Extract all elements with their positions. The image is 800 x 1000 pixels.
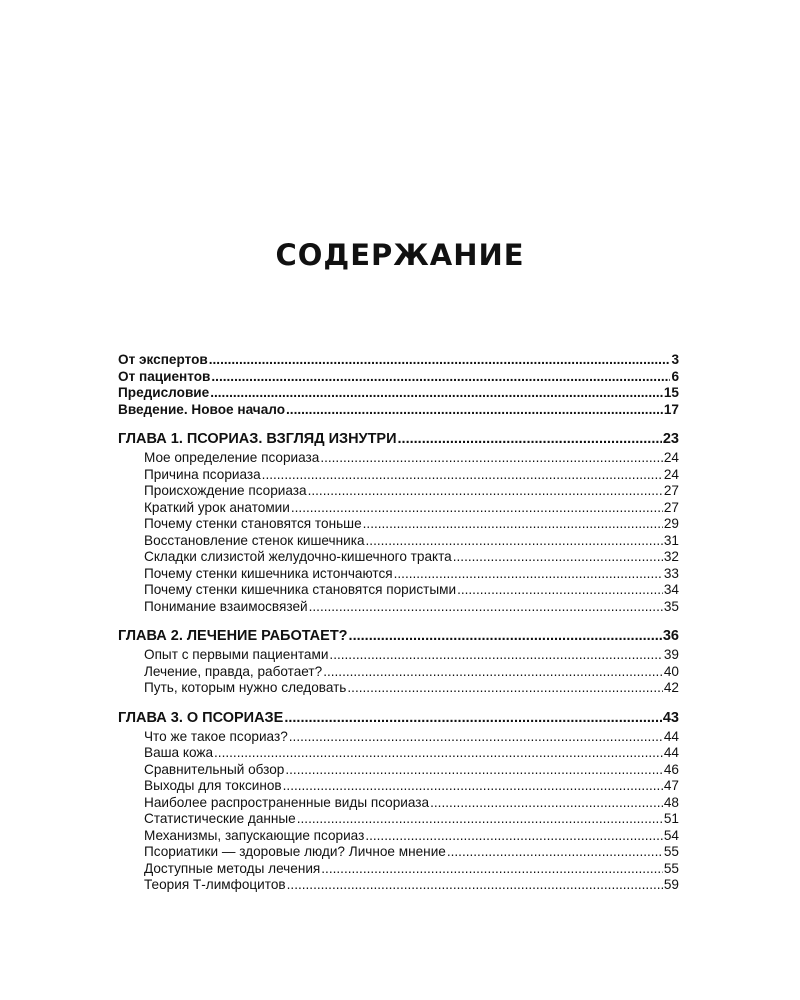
- subentry-label: Понимание взаимосвязей: [144, 598, 308, 614]
- dot-leader: [323, 664, 663, 679]
- dot-leader: [287, 877, 663, 892]
- toc-entry-page: 6: [671, 368, 679, 384]
- dot-leader: [398, 431, 662, 447]
- toc-subentry[interactable]: [118, 664, 679, 681]
- dot-leader: [321, 861, 663, 876]
- subentry-label: Путь, которым нужно следовать: [144, 680, 347, 695]
- dot-leader: [286, 402, 663, 417]
- subentry-label: Ваша кожа: [144, 745, 214, 760]
- subentry-label: Выходы для токсинов: [144, 778, 282, 793]
- toc-subentry[interactable]: [118, 647, 679, 664]
- subentry-page: 47: [663, 778, 679, 793]
- subentry-label: Опыт с первыми пациентами: [144, 647, 329, 662]
- table-of-contents: [118, 352, 679, 907]
- subentry-page: 48: [663, 794, 679, 810]
- chapter-2-group: [118, 628, 679, 697]
- toc-entry-page: 3: [671, 352, 679, 367]
- subentry-page: 35: [663, 598, 679, 614]
- subentry-label: Почему стенки кишечника становятся пористыми: [144, 582, 457, 597]
- subentry-label: Наиболее распространенные виды псориаза: [144, 794, 430, 810]
- toc-entry-label: Введение. Новое начало: [118, 401, 286, 417]
- subentry-page: 51: [663, 811, 679, 826]
- subentry-label: Причина псориаза: [144, 466, 261, 482]
- subentry-page: 31: [663, 532, 679, 548]
- toc-subentry[interactable]: [118, 599, 679, 616]
- dot-leader: [308, 483, 663, 498]
- toc-entry[interactable]: [118, 369, 679, 386]
- toc-subentry[interactable]: [118, 450, 679, 467]
- dot-leader: [214, 745, 663, 760]
- chapter-heading[interactable]: [118, 710, 679, 728]
- subentry-page: 44: [663, 745, 679, 760]
- chapter-1-group: [118, 431, 679, 615]
- dot-leader: [447, 844, 663, 859]
- chapter-label: ГЛАВА 3. О ПСОРИАЗЕ: [118, 709, 284, 726]
- toc-subentry[interactable]: [118, 762, 679, 779]
- chapter-label: ГЛАВА 1. ПСОРИАЗ. ВЗГЛЯД ИЗНУТРИ: [118, 431, 397, 447]
- dot-leader: [363, 516, 663, 531]
- dot-leader: [453, 549, 663, 564]
- dot-leader: [457, 582, 663, 597]
- chapter-label: ГЛАВА 2. ЛЕЧЕНИЕ РАБОТАЕТ?: [118, 628, 348, 644]
- subentry-page: 46: [663, 761, 679, 777]
- dot-leader: [283, 778, 663, 793]
- subentry-label: Складки слизистой желудочно-кишечного тракта: [144, 549, 452, 564]
- toc-subentry[interactable]: [118, 778, 679, 795]
- dot-leader: [309, 599, 663, 614]
- subentry-page: 24: [663, 466, 679, 482]
- toc-subentry[interactable]: [118, 811, 679, 828]
- chapter-page: 36: [662, 628, 679, 644]
- subentry-label: Механизмы, запускающие псориаз: [144, 827, 365, 843]
- subentry-label: Псориатики — здоровые люди? Личное мнение: [144, 844, 446, 859]
- subentry-page: 34: [663, 582, 679, 597]
- toc-subentry[interactable]: [118, 533, 679, 550]
- dot-leader: [366, 533, 663, 548]
- toc-entry[interactable]: [118, 385, 679, 402]
- subentry-page: 39: [663, 647, 679, 662]
- subentry-page: 55: [663, 844, 679, 859]
- subentry-page: 24: [663, 450, 679, 465]
- dot-leader: [284, 710, 662, 726]
- dot-leader: [211, 369, 670, 384]
- dot-leader: [349, 628, 662, 644]
- subentry-page: 59: [663, 877, 679, 892]
- subentry-label: Лечение, правда, работает?: [144, 663, 323, 679]
- dot-leader: [329, 647, 662, 662]
- dot-leader: [365, 828, 663, 843]
- subentry-label: Доступные методы лечения: [144, 860, 321, 876]
- chapter-3-group: [118, 710, 679, 894]
- chapter-page: 43: [662, 709, 679, 726]
- toc-subentry[interactable]: [118, 516, 679, 533]
- toc-entry-label: От пациентов: [118, 368, 211, 384]
- toc-subentry[interactable]: [118, 500, 679, 517]
- subentry-label: Восстановление стенок кишечника: [144, 532, 365, 548]
- toc-subentry[interactable]: [118, 549, 679, 566]
- dot-leader: [297, 811, 663, 826]
- dot-leader: [289, 729, 663, 744]
- subentry-label: Почему стенки становятся тоньше: [144, 516, 362, 531]
- toc-subentry[interactable]: [118, 795, 679, 812]
- toc-subentry[interactable]: [118, 729, 679, 746]
- subentry-page: 33: [663, 565, 679, 581]
- toc-subentry[interactable]: [118, 844, 679, 861]
- dot-leader: [394, 566, 663, 581]
- toc-subentry[interactable]: [118, 566, 679, 583]
- subentry-label: Мое определение псориаза: [144, 450, 320, 465]
- toc-subentry[interactable]: [118, 467, 679, 484]
- chapter-heading[interactable]: [118, 431, 679, 449]
- toc-entry[interactable]: [118, 402, 679, 419]
- subentry-label: Почему стенки кишечника истончаются: [144, 565, 393, 581]
- subentry-page: 54: [663, 827, 679, 843]
- dot-leader: [347, 680, 662, 695]
- subentry-page: 27: [663, 499, 679, 515]
- dot-leader: [430, 795, 663, 810]
- toc-entry-page: 17: [663, 401, 679, 417]
- chapter-page: 23: [662, 431, 679, 447]
- toc-subentry[interactable]: [118, 861, 679, 878]
- subentry-page: 29: [663, 516, 679, 531]
- page-title: СОДЕРЖАНИЕ: [275, 238, 525, 272]
- subentry-page: 44: [663, 728, 679, 744]
- dot-leader: [285, 762, 663, 777]
- subentry-label: Происхождение псориаза: [144, 483, 307, 498]
- subentry-page: 55: [663, 860, 679, 876]
- dot-leader: [320, 450, 663, 465]
- toc-subentry[interactable]: [118, 828, 679, 845]
- subentry-label: Что же такое псориаз?: [144, 728, 288, 744]
- subentry-page: 27: [663, 483, 679, 498]
- dot-leader: [291, 500, 663, 515]
- toc-entry-label: От экспертов: [118, 352, 208, 367]
- toc-subentry[interactable]: [118, 483, 679, 500]
- dot-leader: [210, 385, 663, 400]
- subentry-label: Краткий урок анатомии: [144, 499, 290, 515]
- toc-subentry[interactable]: [118, 877, 679, 894]
- subentry-label: Сравнительный обзор: [144, 761, 285, 777]
- subentry-label: Теория Т-лимфоцитов: [144, 877, 286, 892]
- subentry-page: 42: [663, 680, 679, 695]
- dot-leader: [209, 352, 671, 367]
- toc-entry-label: Предисловие: [118, 385, 210, 400]
- dot-leader: [262, 467, 663, 482]
- toc-subentry[interactable]: [118, 582, 679, 599]
- front-matter-group: [118, 352, 679, 418]
- subentry-page: 32: [663, 549, 679, 564]
- chapter-heading[interactable]: [118, 628, 679, 646]
- toc-subentry[interactable]: [118, 745, 679, 762]
- subentry-page: 40: [663, 663, 679, 679]
- toc-entry-page: 15: [663, 385, 679, 400]
- toc-subentry[interactable]: [118, 680, 679, 697]
- subentry-label: Статистические данные: [144, 811, 296, 826]
- toc-entry[interactable]: [118, 352, 679, 369]
